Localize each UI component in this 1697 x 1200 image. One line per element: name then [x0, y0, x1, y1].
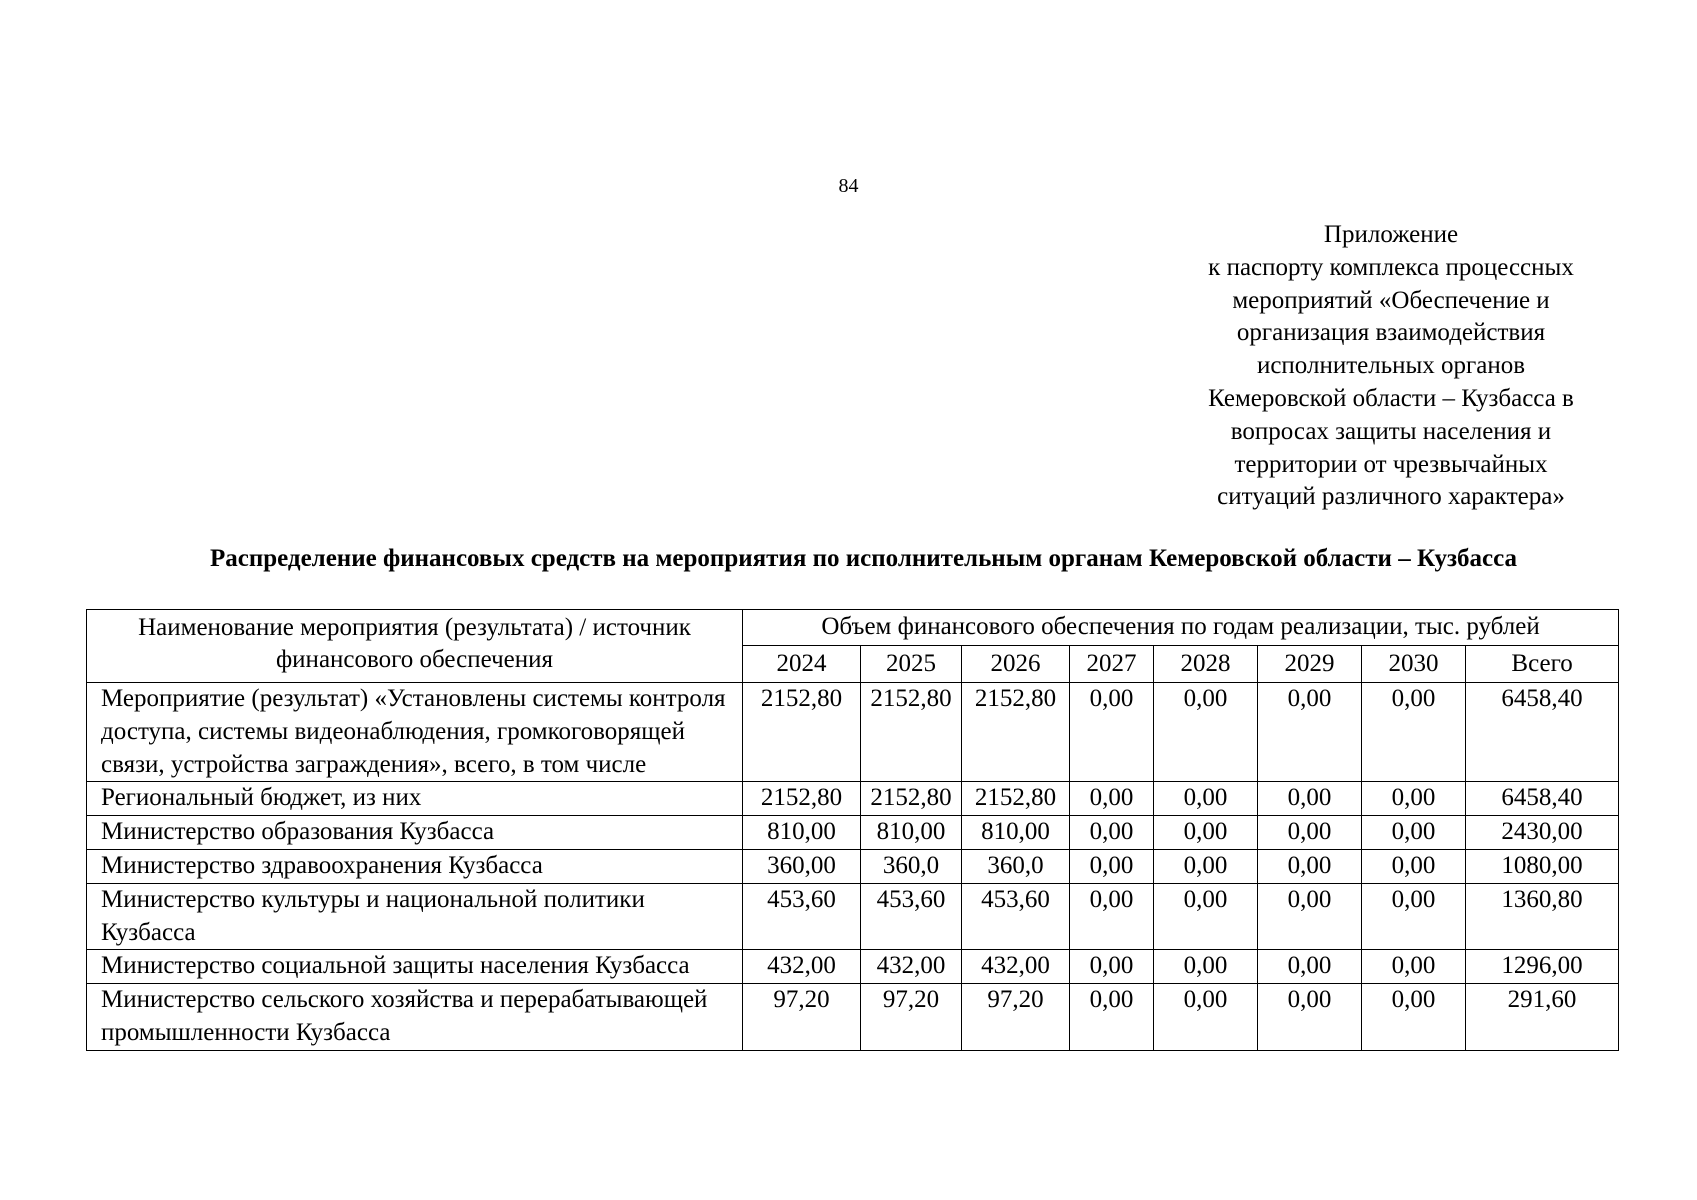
document-title: Распределение финансовых средств на мероприятия по исполнительным органам Кемеровской области – Кузбасса — [209, 545, 1517, 572]
value-cell: 97,20 — [743, 984, 861, 1051]
total-cell: 1296,00 — [1466, 950, 1619, 984]
value-cell: 2152,80 — [861, 683, 962, 782]
total-cell: 1360,80 — [1466, 883, 1619, 950]
appendix-line: организация взаимодействия — [1236, 319, 1546, 347]
value-cell: 360,0 — [962, 849, 1070, 883]
value-cell: 0,00 — [1070, 683, 1154, 782]
value-cell: 432,00 — [861, 950, 962, 984]
total-cell: 291,60 — [1466, 984, 1619, 1051]
value-cell: 0,00 — [1070, 816, 1154, 850]
value-cell: 453,60 — [962, 883, 1070, 950]
value-cell: 453,60 — [861, 883, 962, 950]
value-cell: 432,00 — [743, 950, 861, 984]
value-cell: 0,00 — [1070, 984, 1154, 1051]
value-cell: 0,00 — [1258, 849, 1362, 883]
value-cell: 0,00 — [1258, 883, 1362, 950]
value-cell: 2152,80 — [962, 782, 1070, 816]
row-name-cell: Министерство культуры и национальной политики Кузбасса — [87, 883, 743, 950]
row-name-cell: Министерство образования Кузбасса — [87, 816, 743, 850]
value-cell: 0,00 — [1258, 816, 1362, 850]
value-cell: 2152,80 — [743, 683, 861, 782]
value-cell: 0,00 — [1362, 883, 1466, 950]
value-cell: 360,0 — [861, 849, 962, 883]
value-cell: 0,00 — [1070, 782, 1154, 816]
value-cell: 0,00 — [1154, 883, 1258, 950]
value-cell: 0,00 — [1154, 683, 1258, 782]
row-name-cell: Министерство сельского хозяйства и перерабатывающей промышленности Кузбасса — [87, 984, 743, 1051]
value-cell: 810,00 — [962, 816, 1070, 850]
header-year-cell: 2029 — [1258, 646, 1362, 683]
row-name-cell: Мероприятие (результат) «Установлены системы контроля доступа, системы видеонаблюдения, громкоговорящей связи, устройства заграждения», всего, в том числе — [87, 683, 743, 782]
table-header-row — [87, 610, 1619, 646]
appendix-line: Кемеровской области – Кузбасса в — [1208, 384, 1574, 412]
value-cell: 0,00 — [1154, 950, 1258, 984]
value-cell: 432,00 — [962, 950, 1070, 984]
table-row — [87, 782, 1619, 816]
appendix-line: к паспорту комплекса процессных — [1208, 253, 1574, 281]
value-cell: 0,00 — [1362, 683, 1466, 782]
value-cell: 0,00 — [1154, 816, 1258, 850]
value-cell: 0,00 — [1070, 950, 1154, 984]
value-cell: 2152,80 — [743, 782, 861, 816]
value-cell: 0,00 — [1362, 782, 1466, 816]
appendix-line: мероприятий «Обеспечение и — [1232, 286, 1550, 314]
appendix-line: Приложение — [1323, 221, 1459, 248]
header-year-cell: 2028 — [1154, 646, 1258, 683]
value-cell: 2152,80 — [962, 683, 1070, 782]
table-row — [87, 883, 1619, 950]
value-cell: 0,00 — [1258, 683, 1362, 782]
page-number: 84 — [838, 175, 859, 197]
value-cell: 97,20 — [861, 984, 962, 1051]
header-year-cell: 2024 — [743, 646, 861, 683]
header-group-cell: Объем финансового обеспечения по годам реализации, тыс. рублей — [743, 610, 1619, 646]
value-cell: 810,00 — [743, 816, 861, 850]
appendix-line: ситуаций различного характера» — [1217, 483, 1565, 511]
financing-table — [86, 609, 1619, 1051]
appendix-note — [1151, 219, 1631, 514]
header-total-cell: Всего — [1466, 646, 1619, 683]
total-cell: 2430,00 — [1466, 816, 1619, 850]
total-cell: 1080,00 — [1466, 849, 1619, 883]
value-cell: 0,00 — [1258, 950, 1362, 984]
value-cell: 0,00 — [1070, 883, 1154, 950]
value-cell: 0,00 — [1258, 984, 1362, 1051]
row-name-cell: Министерство здравоохранения Кузбасса — [87, 849, 743, 883]
value-cell: 0,00 — [1154, 849, 1258, 883]
value-cell: 360,00 — [743, 849, 861, 883]
header-year-cell: 2027 — [1070, 646, 1154, 683]
value-cell: 0,00 — [1154, 984, 1258, 1051]
table-row — [87, 950, 1619, 984]
value-cell: 0,00 — [1362, 984, 1466, 1051]
value-cell: 2152,80 — [861, 782, 962, 816]
value-cell: 0,00 — [1154, 782, 1258, 816]
value-cell: 97,20 — [962, 984, 1070, 1051]
total-cell: 6458,40 — [1466, 683, 1619, 782]
value-cell: 0,00 — [1258, 782, 1362, 816]
value-cell: 453,60 — [743, 883, 861, 950]
row-name-cell: Региональный бюджет, из них — [87, 782, 743, 816]
value-cell: 0,00 — [1362, 950, 1466, 984]
header-year-cell: 2030 — [1362, 646, 1466, 683]
value-cell: 0,00 — [1362, 849, 1466, 883]
table-row — [87, 683, 1619, 782]
header-year-cell: 2026 — [962, 646, 1070, 683]
appendix-line: вопросах защиты населения и — [1230, 417, 1552, 445]
header-year-cell: 2025 — [861, 646, 962, 683]
table-row — [87, 849, 1619, 883]
value-cell: 0,00 — [1362, 816, 1466, 850]
table-row — [87, 816, 1619, 850]
appendix-line: территории от чрезвычайных — [1234, 450, 1548, 478]
table-row — [87, 984, 1619, 1051]
header-name-cell: Наименование мероприятия (результата) / источник финансового обеспечения — [87, 610, 743, 683]
total-cell: 6458,40 — [1466, 782, 1619, 816]
appendix-line: исполнительных органов — [1256, 352, 1526, 380]
value-cell: 0,00 — [1070, 849, 1154, 883]
row-name-cell: Министерство социальной защиты населения Кузбасса — [87, 950, 743, 984]
value-cell: 810,00 — [861, 816, 962, 850]
